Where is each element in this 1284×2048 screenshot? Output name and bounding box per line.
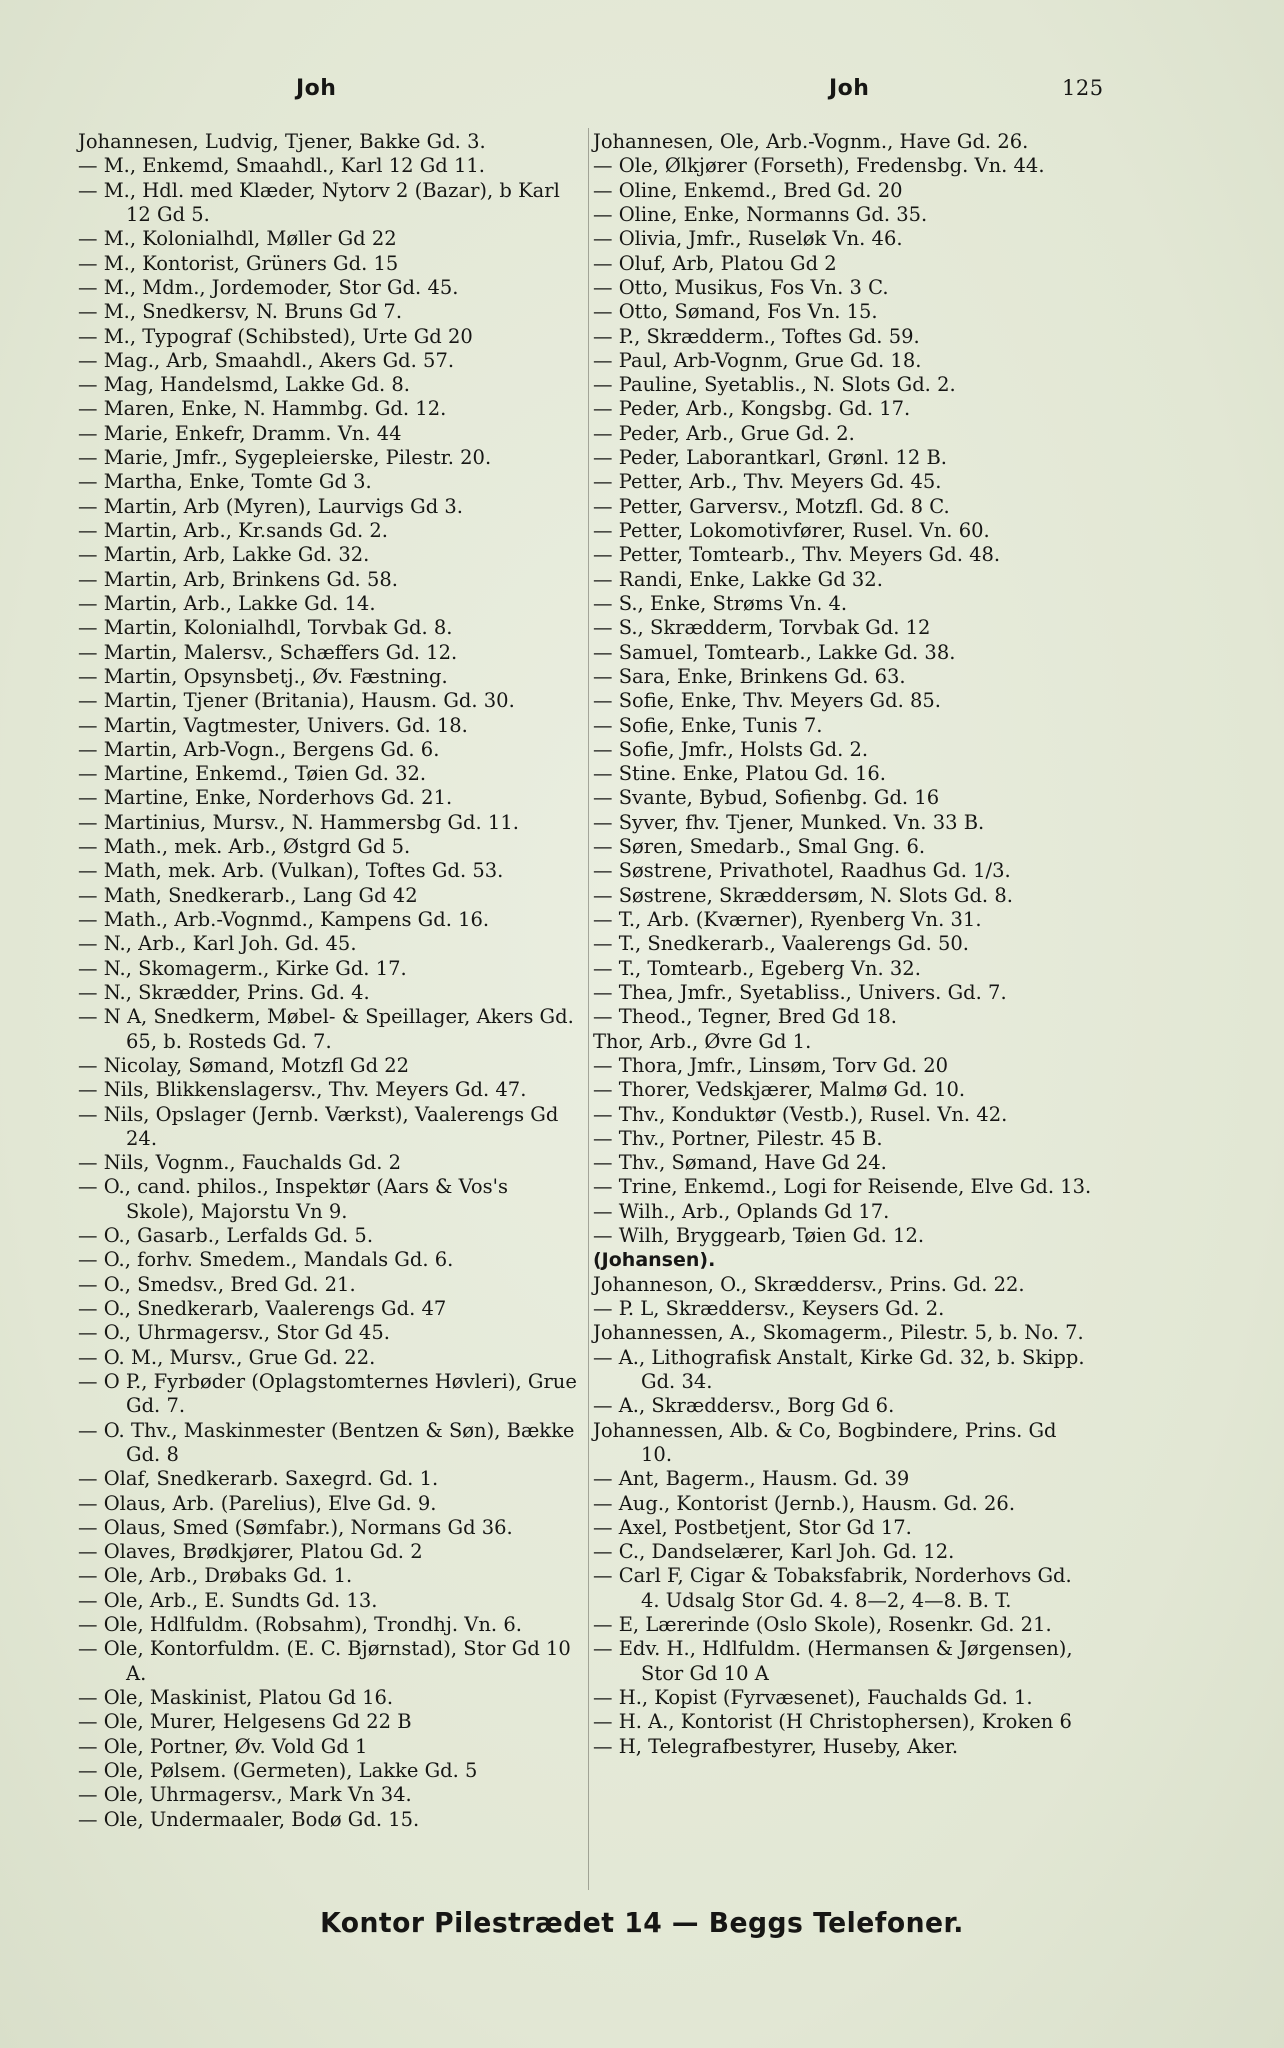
directory-entry: — H., Kopist (Fyrvæsenet), Fauchalds Gd. 1. — [593, 1686, 1033, 1709]
directory-entry: Johannessen, Alb. & Co, Bogbindere, Prins. Gd 10. — [593, 1418, 1057, 1466]
directory-entry: — Oluf, Arb, Platou Gd 2 — [593, 251, 837, 275]
directory-entry: — Petter, Lokomotivfører, Rusel. Vn. 60. — [593, 519, 990, 542]
directory-entry: — Ole, Portner, Øv. Vold Gd 1 — [78, 1734, 368, 1758]
directory-entry: — Ole, Murer, Helgesens Gd 22 B — [78, 1710, 412, 1734]
page-number: 125 — [1062, 76, 1104, 100]
directory-entry: — Martha, Enke, Tomte Gd 3. — [78, 470, 372, 494]
directory-entry: (Johansen). — [593, 1249, 716, 1272]
directory-entry: — Oline, Enke, Normanns Gd. 35. — [593, 202, 928, 226]
directory-entry: — P., Skrædderm., Toftes Gd. 59. — [593, 324, 920, 348]
directory-entry: — Martin, Arb (Myren), Laurvigs Gd 3. — [78, 494, 464, 518]
directory-entry: — Samuel, Tomtearb., Lakke Gd. 38. — [593, 640, 956, 664]
directory-entry: — Martin, Kolonialhdl, Torvbak Gd. 8. — [78, 616, 453, 640]
directory-entry: — Martine, Enkemd., Tøien Gd. 32. — [78, 762, 427, 786]
directory-entry: — Randi, Enke, Lakke Gd 32. — [593, 567, 883, 591]
footer-advert: Kontor Pilestrædet 14 — Beggs Telefoner. — [320, 1906, 964, 1939]
directory-entry: — T., Arb. (Kværner), Ryenberg Vn. 31. — [593, 908, 982, 931]
directory-entry: — Ole, Hdlfuldm. (Robsahm), Trondhj. Vn. 6. — [78, 1613, 522, 1637]
directory-entry: — M., Typograf (Schibsted), Urte Gd 20 — [78, 324, 473, 348]
directory-entry: — E, Lærerinde (Oslo Skole), Rosenkr. Gd. 21. — [593, 1613, 1052, 1637]
directory-entry: Johannesen, Ole, Arb.-Vognm., Have Gd. 26. — [593, 130, 1029, 153]
directory-entry: — M., Kolonialhdl, Møller Gd 22 — [78, 227, 397, 251]
directory-entry: — Edv. H., Hdlfuldm. (Hermansen & Jørgensen), Stor Gd 10 A — [593, 1637, 1073, 1685]
directory-entry: — O., cand. philos., Inspektør (Aars & Vos's Skole), Majorstu Vn 9. — [78, 1175, 508, 1223]
directory-entry: — Petter, Arb., Thv. Meyers Gd. 45. — [593, 470, 942, 494]
directory-entry: — Sofie, Enke, Thv. Meyers Gd. 85. — [593, 689, 942, 713]
directory-entry: — M., Snedkersv, N. Bruns Gd 7. — [78, 300, 403, 324]
directory-entry: — Oline, Enkemd., Bred Gd. 20 — [593, 178, 903, 202]
directory-entry: — O., Smedsv., Bred Gd. 21. — [78, 1272, 356, 1296]
directory-entry: Johanneson, O., Skræddersv., Prins. Gd. 22. — [593, 1272, 1025, 1296]
directory-entry: — H. A., Kontorist (H Christophersen), Kroken 6 — [593, 1710, 1072, 1734]
directory-entry: — Axel, Postbetjent, Stor Gd 17. — [593, 1515, 912, 1539]
directory-entry: — Martin, Vagtmester, Univers. Gd. 18. — [78, 713, 468, 737]
directory-entry: — Martin, Opsynsbetj., Øv. Fæstning. — [78, 664, 448, 688]
left-column — [78, 130, 578, 1832]
directory-entry: — S., Enke, Strøms Vn. 4. — [593, 591, 848, 615]
directory-entry: — Martin, Arb, Lakke Gd. 32. — [78, 543, 370, 567]
directory-entry: — Paul, Arb-Vognm, Grue Gd. 18. — [593, 348, 922, 372]
directory-entry: — M., Hdl. med Klæder, Nytorv 2 (Bazar), b Karl 12 Gd 5. — [78, 178, 560, 226]
directory-entry: — Marie, Enkefr, Dramm. Vn. 44 — [78, 421, 402, 445]
directory-entry: — Mag., Arb, Smaahdl., Akers Gd. 57. — [78, 348, 455, 372]
directory-entry: — Martine, Enke, Norderhovs Gd. 21. — [78, 786, 453, 810]
directory-entry: — Nils, Blikkenslagersv., Thv. Meyers Gd. 47. — [78, 1078, 527, 1102]
directory-entry: — Math., mek. Arb., Østgrd Gd 5. — [78, 835, 411, 859]
directory-entry: — Petter, Tomtearb., Thv. Meyers Gd. 48. — [593, 543, 1001, 567]
directory-entry: — Sara, Enke, Brinkens Gd. 63. — [593, 664, 906, 688]
directory-entry: — Carl F, Cigar & Tobaksfabrik, Norderhovs Gd. 4. Udsalg Stor Gd. 4. 8—2, 4—8. B. T. — [593, 1564, 1072, 1612]
directory-entry: — Olivia, Jmfr., Ruseløk Vn. 46. — [593, 227, 903, 251]
directory-entry: — H, Telegrafbestyrer, Huseby, Aker. — [593, 1734, 959, 1758]
directory-entry: — Martin, Tjener (Britania), Hausm. Gd. 30. — [78, 689, 515, 713]
directory-entry: — Thorer, Vedskjærer, Malmø Gd. 10. — [593, 1078, 966, 1102]
directory-entry: — Ole, Kontorfuldm. (E. C. Bjørnstad), Stor Gd 10 A. — [78, 1637, 571, 1685]
directory-entry: — Ole, Ølkjører (Forseth), Fredensbg. Vn. 44. — [593, 154, 1045, 178]
directory-entry: — Nicolay, Sømand, Motzfl Gd 22 — [78, 1053, 410, 1077]
directory-entry: — Math, mek. Arb. (Vulkan), Toftes Gd. 53. — [78, 859, 504, 883]
directory-entry: — Pauline, Syetablis., N. Slots Gd. 2. — [593, 373, 956, 397]
directory-entry: — Math, Snedkerarb., Lang Gd 42 — [78, 883, 418, 907]
directory-entry: — Sofie, Jmfr., Holsts Gd. 2. — [593, 737, 869, 761]
directory-entry: — Theod., Tegner, Bred Gd 18. — [593, 1005, 897, 1029]
directory-entry: — Ant, Bagerm., Hausm. Gd. 39 — [593, 1467, 910, 1491]
directory-entry: — Olaf, Snedkerarb. Saxegrd. Gd. 1. — [78, 1467, 439, 1491]
directory-entry: — Thv., Sømand, Have Gd 24. — [593, 1151, 887, 1175]
directory-entry: — N A, Snedkerm, Møbel- & Speillager, Akers Gd. 65, b. Rosteds Gd. 7. — [78, 1005, 574, 1053]
directory-entry: — N., Skrædder, Prins. Gd. 4. — [78, 980, 370, 1004]
directory-entry: — O., Uhrmagersv., Stor Gd 45. — [78, 1321, 390, 1345]
directory-entry: — Math., Arb.-Vognmd., Kampens Gd. 16. — [78, 908, 490, 931]
right-column — [593, 130, 1093, 1759]
directory-entry: Thor, Arb., Øvre Gd 1. — [593, 1029, 812, 1053]
directory-entry: — Otto, Musikus, Fos Vn. 3 C. — [593, 275, 889, 299]
directory-entry: — O., Gasarb., Lerfalds Gd. 5. — [78, 1224, 374, 1248]
directory-entry: — Søstrene, Skræddersøm, N. Slots Gd. 8. — [593, 883, 1013, 907]
directory-entry: — Aug., Kontorist (Jernb.), Hausm. Gd. 26. — [593, 1491, 1016, 1515]
directory-entry: — Maren, Enke, N. Hammbg. Gd. 12. — [78, 397, 447, 421]
directory-entry: — S., Skrædderm, Torvbak Gd. 12 — [593, 616, 931, 640]
directory-entry: — Otto, Sømand, Fos Vn. 15. — [593, 300, 878, 324]
directory-entry: — Nils, Opslager (Jernb. Værkst), Vaalerengs Gd 24. — [78, 1102, 559, 1150]
directory-entry: — A., Skræddersv., Borg Gd 6. — [593, 1394, 895, 1418]
directory-entry: — M., Enkemd, Smaahdl., Karl 12 Gd 11. — [78, 154, 485, 178]
directory-entry: — Ole, Uhrmagersv., Mark Vn 34. — [78, 1783, 412, 1807]
directory-entry: — N., Arb., Karl Joh. Gd. 45. — [78, 932, 357, 956]
directory-entry: — Wilh, Bryggearb, Tøien Gd. 12. — [593, 1224, 925, 1248]
directory-entry: — O., Snedkerarb, Vaalerengs Gd. 47 — [78, 1297, 447, 1320]
directory-entry: — Sofie, Enke, Tunis 7. — [593, 713, 823, 737]
directory-entry: — T., Snedkerarb., Vaalerengs Gd. 50. — [593, 932, 969, 956]
directory-entry: — Syver, fhv. Tjener, Munked. Vn. 33 B. — [593, 810, 985, 834]
directory-entry: — Marie, Jmfr., Sygepleierske, Pilestr. 20. — [78, 446, 492, 470]
directory-entry: — O., forhv. Smedem., Mandals Gd. 6. — [78, 1248, 454, 1272]
directory-entry: — Martin, Arb., Kr.sands Gd. 2. — [78, 519, 389, 542]
directory-entry: — Thora, Jmfr., Linsøm, Torv Gd. 20 — [593, 1053, 949, 1077]
directory-entry: — Trine, Enkemd., Logi for Reisende, Elve Gd. 13. — [593, 1175, 1092, 1199]
directory-entry: — P. L, Skræddersv., Keysers Gd. 2. — [593, 1297, 945, 1320]
directory-entry: — M., Kontorist, Grüners Gd. 15 — [78, 251, 399, 275]
directory-entry: — Ole, Arb., E. Sundts Gd. 13. — [78, 1588, 378, 1612]
directory-entry: — Nils, Vognm., Fauchalds Gd. 2 — [78, 1151, 402, 1175]
directory-entry: — Svante, Bybud, Sofienbg. Gd. 16 — [593, 786, 940, 810]
directory-entry: — T., Tomtearb., Egeberg Vn. 32. — [593, 956, 921, 980]
directory-entry: — Martin, Arb, Brinkens Gd. 58. — [78, 567, 398, 591]
directory-entry: — Petter, Garversv., Motzfl. Gd. 8 C. — [593, 494, 950, 518]
directory-entry: — M., Mdm., Jordemoder, Stor Gd. 45. — [78, 275, 459, 299]
directory-entry: — Ole, Maskinist, Platou Gd 16. — [78, 1686, 394, 1709]
directory-entry: — Martin, Arb-Vogn., Bergens Gd. 6. — [78, 737, 440, 761]
directory-entry: — Martin, Arb., Lakke Gd. 14. — [78, 591, 376, 615]
running-header-left: Joh — [296, 76, 337, 101]
running-header-right: Joh — [829, 76, 870, 101]
directory-entry: — Ole, Undermaaler, Bodø Gd. 15. — [78, 1807, 420, 1831]
directory-entry: — Peder, Laborantkarl, Grønl. 12 B. — [593, 446, 947, 470]
directory-entry: — Stine. Enke, Platou Gd. 16. — [593, 762, 886, 786]
directory-entry: — A., Lithografisk Anstalt, Kirke Gd. 32, b. Skipp. Gd. 34. — [593, 1345, 1085, 1393]
column-divider — [588, 128, 589, 1890]
directory-entry: — Wilh., Arb., Oplands Gd 17. — [593, 1199, 890, 1223]
directory-entry: — Thv., Portner, Pilestr. 45 B. — [593, 1126, 883, 1150]
directory-entry: — Ole, Arb., Drøbaks Gd. 1. — [78, 1564, 353, 1588]
directory-entry: — Peder, Arb., Kongsbg. Gd. 17. — [593, 397, 911, 421]
directory-entry: — Søren, Smedarb., Smal Gng. 6. — [593, 835, 926, 859]
directory-entry: — Thea, Jmfr., Syetabliss., Univers. Gd. 7. — [593, 980, 1007, 1004]
directory-entry: — Olaves, Brødkjører, Platou Gd. 2 — [78, 1540, 423, 1564]
directory-entry: — Søstrene, Privathotel, Raadhus Gd. 1/3. — [593, 859, 1011, 883]
directory-entry: — O. Thv., Maskinmester (Bentzen & Søn), Bække Gd. 8 — [78, 1418, 575, 1466]
directory-entry: — Olaus, Smed (Sømfabr.), Normans Gd 36. — [78, 1515, 513, 1539]
directory-entry: — C., Dandselærer, Karl Joh. Gd. 12. — [593, 1540, 955, 1564]
directory-entry: Johannessen, A., Skomagerm., Pilestr. 5, b. No. 7. — [593, 1321, 1084, 1345]
directory-entry: — O P., Fyrbøder (Oplagstomternes Høvleri), Grue Gd. 7. — [78, 1369, 577, 1418]
directory-entry: Johannesen, Ludvig, Tjener, Bakke Gd. 3. — [78, 130, 486, 153]
directory-entry: — Thv., Konduktør (Vestb.), Rusel. Vn. 42. — [593, 1102, 1008, 1126]
directory-entry: — Peder, Arb., Grue Gd. 2. — [593, 421, 855, 445]
directory-entry: — Olaus, Arb. (Parelius), Elve Gd. 9. — [78, 1491, 437, 1515]
directory-entry: — O. M., Mursv., Grue Gd. 22. — [78, 1345, 376, 1369]
directory-entry: — N., Skomagerm., Kirke Gd. 17. — [78, 956, 407, 980]
directory-entry: — Ole, Pølsem. (Germeten), Lakke Gd. 5 — [78, 1758, 478, 1782]
directory-entry: — Martinius, Mursv., N. Hammersbg Gd. 11. — [78, 810, 519, 834]
directory-entry: — Mag, Handelsmd, Lakke Gd. 8. — [78, 373, 411, 397]
directory-entry: — Martin, Malersv., Schæffers Gd. 12. — [78, 640, 458, 664]
